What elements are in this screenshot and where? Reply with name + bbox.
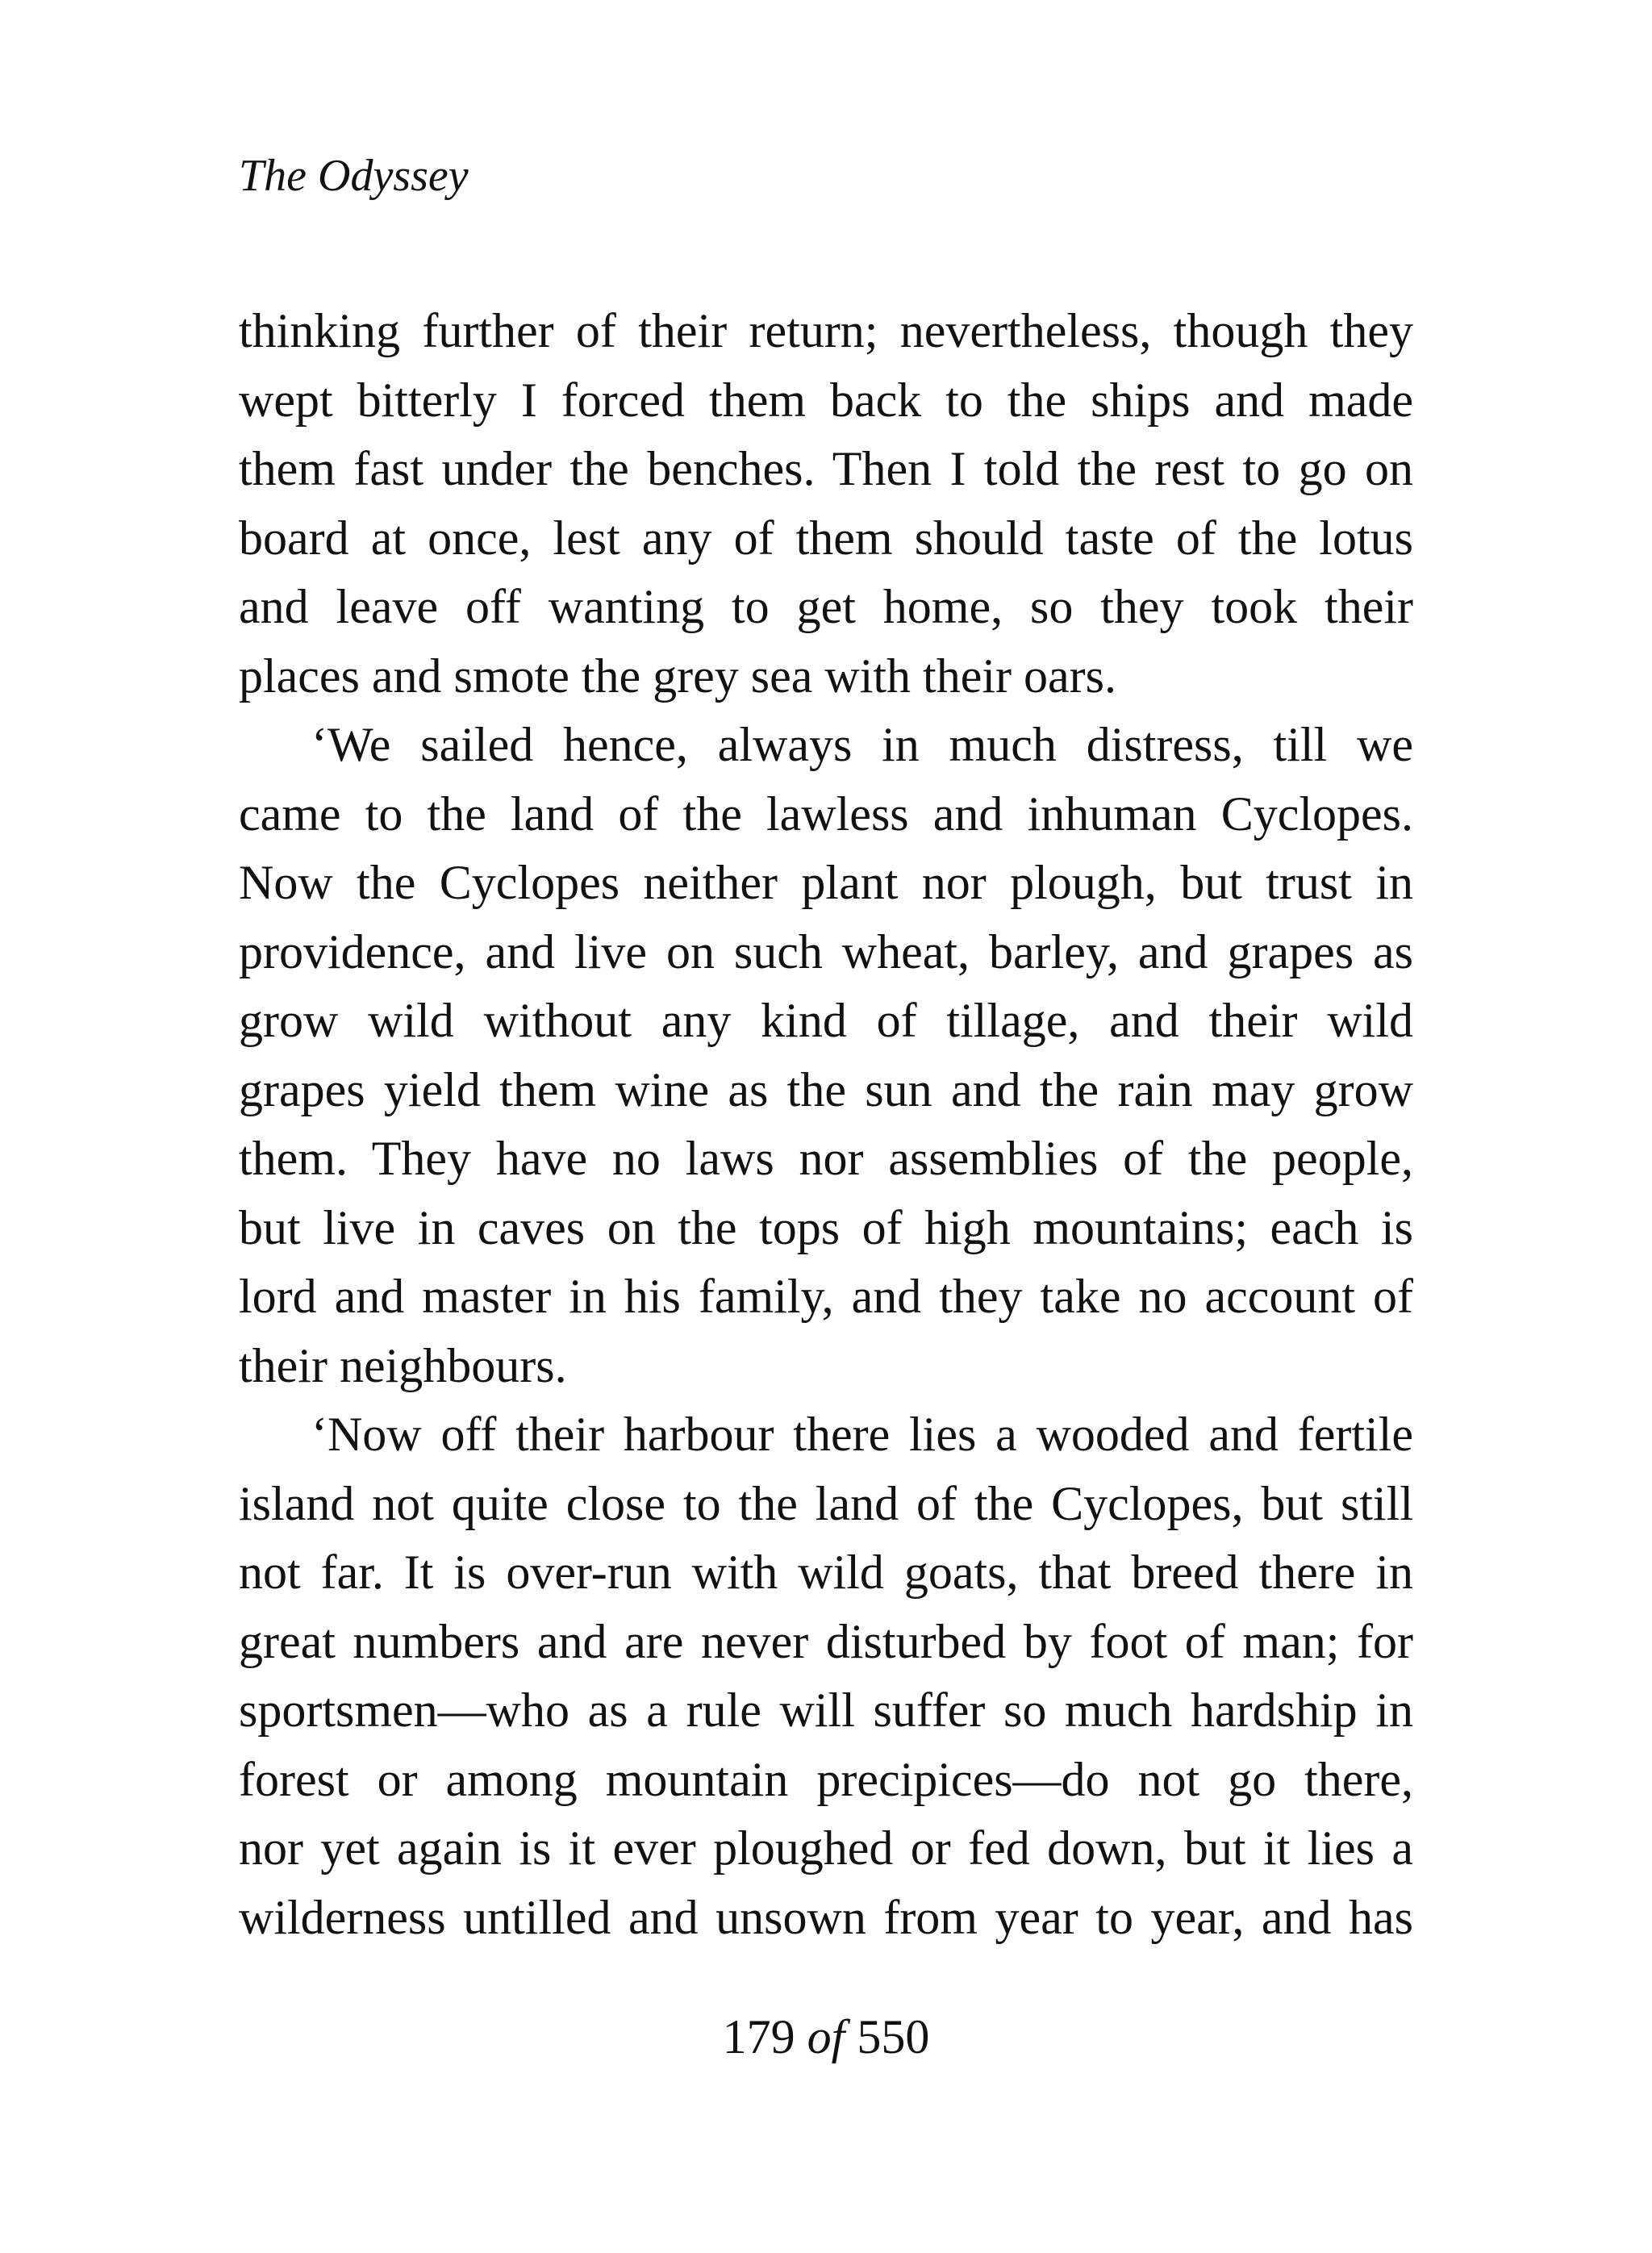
body-text	[239, 297, 1413, 1952]
text-line: island not quite close to the land of the Cyclopes, but still	[239, 1476, 1413, 1530]
paragraph	[239, 1400, 1413, 1952]
text-line: providence, and live on such wheat, barley, and grapes as	[239, 924, 1413, 978]
text-line: them fast under the benches. Then I told the rest to go on	[239, 442, 1413, 495]
paragraph	[239, 711, 1413, 1400]
text-line: ‘Now off their harbour there lies a wooded and fertile	[311, 1408, 1413, 1461]
text-line: forest or among mountain precipices—do not go there,	[239, 1752, 1413, 1806]
text-line: nor yet again is it ever ploughed or fed down, but it lies a	[239, 1821, 1413, 1875]
text-line: their neighbours.	[239, 1338, 567, 1392]
text-line: them. They have no laws nor assemblies of the people,	[239, 1132, 1413, 1185]
text-line: wept bitterly I forced them back to the ships and made	[239, 373, 1413, 427]
text-line: great numbers and are never disturbed by foot of man; for	[239, 1614, 1413, 1668]
text-line: ‘We sailed hence, always in much distress, till we	[311, 718, 1413, 771]
text-line: board at once, lest any of them should taste of the lotus	[239, 511, 1413, 565]
text-line: wilderness untilled and unsown from year to year, and has	[239, 1890, 1413, 1944]
text-line: came to the land of the lawless and inhuman Cyclopes.	[239, 786, 1413, 841]
text-line: places and smote the grey sea with their oars.	[239, 649, 1116, 703]
text-line: grow wild without any kind of tillage, and their wild	[239, 994, 1413, 1047]
text-line: sportsmen—who as a rule will suffer so much hardship in	[239, 1683, 1413, 1737]
page-number-current: 179	[722, 2010, 795, 2063]
paragraph	[239, 297, 1413, 711]
text-line: lord and master in his family, and they take no account of	[239, 1270, 1413, 1323]
page-number	[0, 2009, 1652, 2065]
page-number-of: of	[807, 2010, 845, 2063]
text-line: Now the Cyclopes neither plant nor plough, but trust in	[239, 856, 1413, 909]
text-line: and leave off wanting to get home, so they took their	[239, 580, 1413, 633]
text-line: thinking further of their return; nevertheless, though they	[239, 304, 1413, 357]
page-number-total: 550	[857, 2010, 930, 2063]
text-line: but live in caves on the tops of high mountains; each is	[239, 1200, 1413, 1254]
text-line: grapes yield them wine as the sun and the rain may grow	[239, 1062, 1413, 1116]
text-line: not far. It is over-run with wild goats, that breed there in	[239, 1546, 1413, 1599]
running-head: The Odyssey	[239, 151, 469, 201]
